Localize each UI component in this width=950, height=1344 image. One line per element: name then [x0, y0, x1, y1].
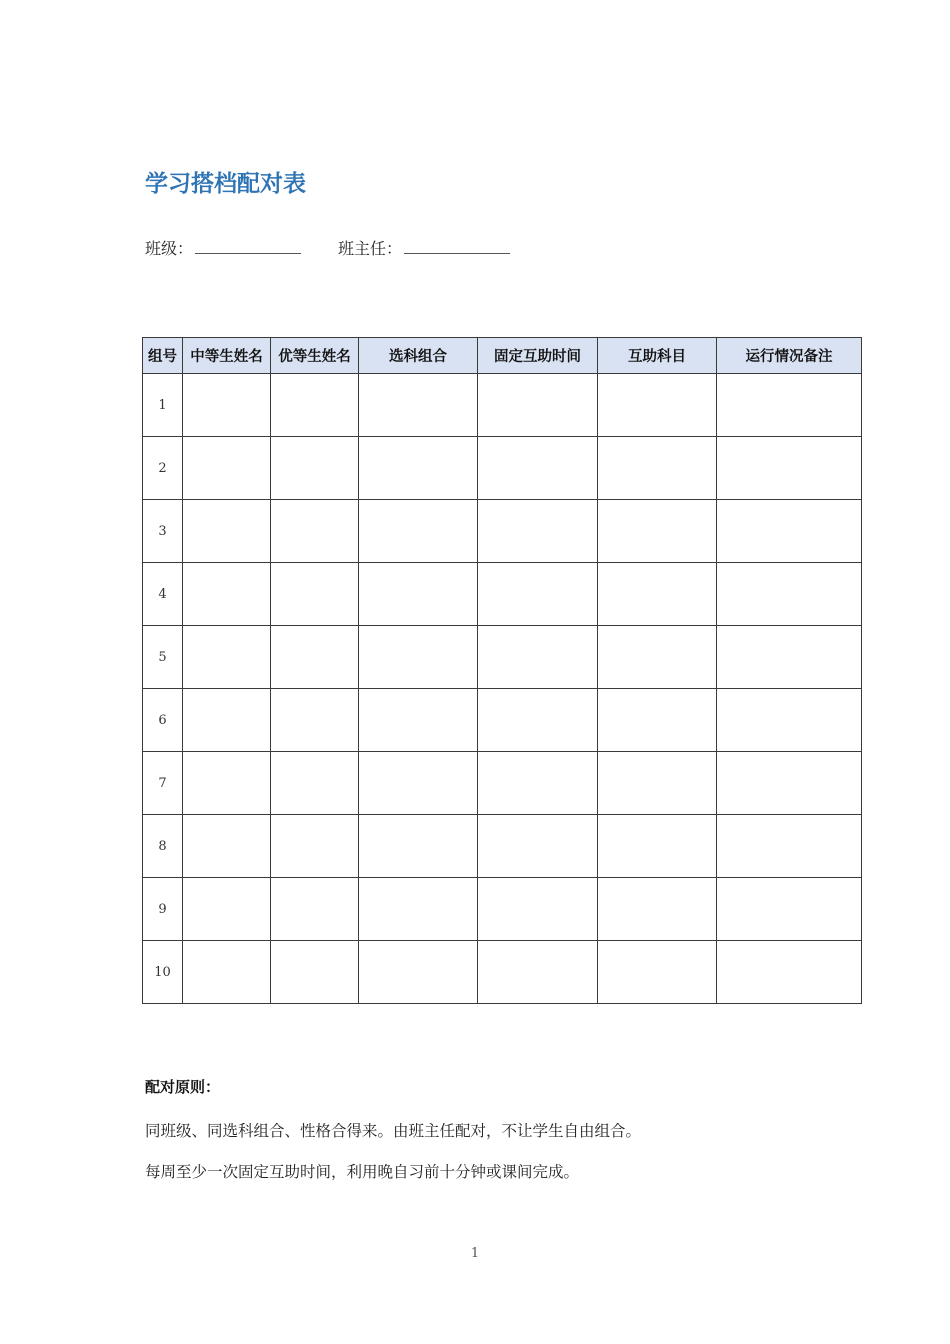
mid-student-cell[interactable] — [183, 815, 271, 878]
top-student-cell[interactable] — [271, 878, 359, 941]
table-row — [143, 500, 862, 563]
group-number-cell: 3 — [143, 500, 183, 563]
mid-student-cell[interactable] — [183, 626, 271, 689]
col-header-group-no: 组号 — [143, 338, 183, 374]
subject-combo-cell[interactable] — [359, 626, 478, 689]
top-student-cell[interactable] — [271, 815, 359, 878]
mid-student-cell[interactable] — [183, 752, 271, 815]
subject-combo-cell[interactable] — [359, 815, 478, 878]
table-row — [143, 878, 862, 941]
top-student-cell[interactable] — [271, 941, 359, 1004]
subject-combo-cell[interactable] — [359, 752, 478, 815]
help-subject-cell[interactable] — [598, 941, 717, 1004]
subject-combo-cell[interactable] — [359, 500, 478, 563]
table-row — [143, 437, 862, 500]
group-number-cell: 4 — [143, 563, 183, 626]
remarks-cell[interactable] — [717, 689, 862, 752]
mid-student-cell[interactable] — [183, 500, 271, 563]
top-student-cell[interactable] — [271, 374, 359, 437]
table-row — [143, 374, 862, 437]
help-subject-cell[interactable] — [598, 689, 717, 752]
fixed-time-cell[interactable] — [478, 815, 598, 878]
teacher-field — [338, 238, 510, 260]
group-number-cell: 6 — [143, 689, 183, 752]
help-subject-cell[interactable] — [598, 437, 717, 500]
mid-student-cell[interactable] — [183, 689, 271, 752]
remarks-cell[interactable] — [717, 941, 862, 1004]
mid-student-cell[interactable] — [183, 941, 271, 1004]
page-number: 1 — [470, 1246, 480, 1261]
fixed-time-cell[interactable] — [478, 878, 598, 941]
fixed-time-cell[interactable] — [478, 941, 598, 1004]
fixed-time-cell[interactable] — [478, 374, 598, 437]
principles-heading: 配对原则： — [145, 1078, 221, 1096]
teacher-blank-line[interactable] — [404, 239, 510, 254]
teacher-label: 班主任： — [338, 239, 403, 258]
remarks-cell[interactable] — [717, 374, 862, 437]
principle-paragraph-1: 同班级、同选科组合、性格合得来。由班主任配对，不让学生自由组合。 — [145, 1122, 642, 1140]
mid-student-cell[interactable] — [183, 374, 271, 437]
top-student-cell[interactable] — [271, 626, 359, 689]
table-row — [143, 752, 862, 815]
help-subject-cell[interactable] — [598, 563, 717, 626]
help-subject-cell[interactable] — [598, 374, 717, 437]
help-subject-cell[interactable] — [598, 878, 717, 941]
table-header-row — [143, 338, 862, 374]
mid-student-cell[interactable] — [183, 878, 271, 941]
top-student-cell[interactable] — [271, 563, 359, 626]
group-number-cell: 2 — [143, 437, 183, 500]
group-number-cell: 1 — [143, 374, 183, 437]
subject-combo-cell[interactable] — [359, 437, 478, 500]
remarks-cell[interactable] — [717, 752, 862, 815]
help-subject-cell[interactable] — [598, 752, 717, 815]
col-header-mid-student: 中等生姓名 — [183, 338, 271, 374]
subject-combo-cell[interactable] — [359, 689, 478, 752]
class-blank-line[interactable] — [195, 239, 301, 254]
col-header-subject-combo: 选科组合 — [359, 338, 478, 374]
col-header-top-student: 优等生姓名 — [271, 338, 359, 374]
remarks-cell[interactable] — [717, 815, 862, 878]
top-student-cell[interactable] — [271, 689, 359, 752]
group-number-cell: 10 — [143, 941, 183, 1004]
table-row — [143, 689, 862, 752]
remarks-cell[interactable] — [717, 437, 862, 500]
class-label: 班级： — [145, 239, 194, 258]
table-row — [143, 626, 862, 689]
mid-student-cell[interactable] — [183, 563, 271, 626]
mid-student-cell[interactable] — [183, 437, 271, 500]
class-field — [145, 238, 301, 260]
col-header-remarks: 运行情况备注 — [717, 338, 862, 374]
col-header-fixed-time: 固定互助时间 — [478, 338, 598, 374]
help-subject-cell[interactable] — [598, 815, 717, 878]
table-row — [143, 941, 862, 1004]
fixed-time-cell[interactable] — [478, 563, 598, 626]
remarks-cell[interactable] — [717, 878, 862, 941]
group-number-cell: 7 — [143, 752, 183, 815]
page-title: 学习搭档配对表 — [145, 171, 306, 197]
table-row — [143, 563, 862, 626]
top-student-cell[interactable] — [271, 500, 359, 563]
top-student-cell[interactable] — [271, 752, 359, 815]
remarks-cell[interactable] — [717, 563, 862, 626]
table-body — [143, 374, 862, 1004]
fixed-time-cell[interactable] — [478, 752, 598, 815]
col-header-help-subject: 互助科目 — [598, 338, 717, 374]
group-number-cell: 5 — [143, 626, 183, 689]
pairing-table — [142, 337, 862, 1004]
table-row — [143, 815, 862, 878]
group-number-cell: 8 — [143, 815, 183, 878]
fixed-time-cell[interactable] — [478, 500, 598, 563]
remarks-cell[interactable] — [717, 500, 862, 563]
subject-combo-cell[interactable] — [359, 374, 478, 437]
help-subject-cell[interactable] — [598, 500, 717, 563]
principle-paragraph-2: 每周至少一次固定互助时间，利用晚自习前十分钟或课间完成。 — [145, 1163, 580, 1181]
fixed-time-cell[interactable] — [478, 437, 598, 500]
top-student-cell[interactable] — [271, 437, 359, 500]
remarks-cell[interactable] — [717, 626, 862, 689]
subject-combo-cell[interactable] — [359, 878, 478, 941]
fixed-time-cell[interactable] — [478, 626, 598, 689]
help-subject-cell[interactable] — [598, 626, 717, 689]
fixed-time-cell[interactable] — [478, 689, 598, 752]
subject-combo-cell[interactable] — [359, 563, 478, 626]
group-number-cell: 9 — [143, 878, 183, 941]
subject-combo-cell[interactable] — [359, 941, 478, 1004]
